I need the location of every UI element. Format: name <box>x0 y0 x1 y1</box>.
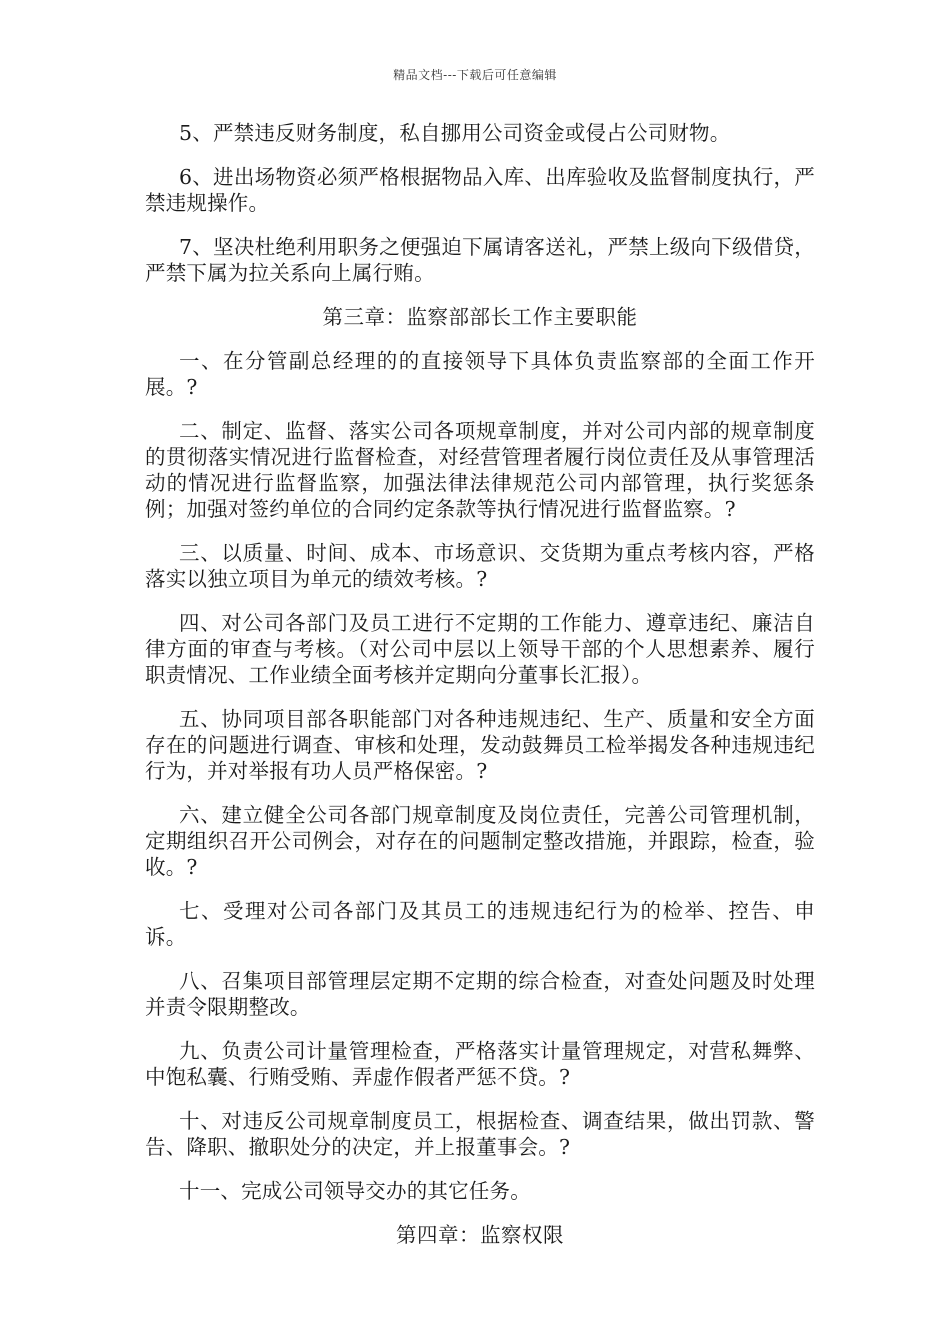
duty-item-3: 三、以质量、时间、成本、市场意识、交货期为重点考核内容，严格落实以独立项目为单元的绩效考核。? <box>145 541 815 591</box>
duty-item-11: 十一、完成公司领导交办的其它任务。 <box>179 1179 531 1203</box>
paragraph-rule-7: 7、坚决杜绝利用职务之便强迫下属请客送礼，严禁上级向下级借贷，严禁下属为拉关系向上属行贿。 <box>145 235 815 285</box>
duty-item-2: 二、制定、监督、落实公司各项规章制度，并对公司内部的规章制度的贯彻落实情况进行监督检查，对经营管理者履行岗位责任及从事管理活动的情况进行监督监察，加强法律法律规范公司内部管理，执行奖惩条例；加强对签约单位的合同约定条款等执行情况进行监督监察。? <box>145 419 815 521</box>
duty-item-1: 一、在分管副总经理的的直接领导下具体负责监察部的全面工作开展。? <box>145 349 815 399</box>
duty-item-6: 六、建立健全公司各部门规章制度及岗位责任，完善公司管理机制，定期组织召开公司例会，对存在的问题制定整改措施，并跟踪，检查，验收。? <box>145 803 815 879</box>
page-header: 精品文档---下载后可任意编辑 <box>393 68 557 82</box>
paragraph-rule-6: 6、进出场物资必须严格根据物品入库、出库验收及监督制度执行，严禁违规操作。 <box>145 165 815 215</box>
duty-item-4: 四、对公司各部门及员工进行不定期的工作能力、遵章违纪、廉洁自律方面的审查与考核。（对公司中层以上领导干部的个人思想素养、履行职责情况、工作业绩全面考核并定期向分董事长汇报）。 <box>145 611 815 687</box>
chapter-4-title: 第四章：监察权限 <box>396 1223 564 1247</box>
duty-item-10: 十、对违反公司规章制度员工，根据检查、调查结果，做出罚款、警告、降职、撤职处分的决定，并上报董事会。? <box>145 1109 815 1159</box>
duty-item-9: 九、负责公司计量管理检查，严格落实计量管理规定，对营私舞弊、中饱私囊、行贿受贿、弄虚作假者严惩不贷。? <box>145 1039 815 1089</box>
chapter-3-title: 第三章：监察部部长工作主要职能 <box>322 305 638 329</box>
duty-item-5: 五、协同项目部各职能部门对各种违规违纪、生产、质量和安全方面存在的问题进行调查、审核和处理，发动鼓舞员工检举揭发各种违规违纪行为，并对举报有功人员严格保密。? <box>145 707 815 783</box>
document-body <box>145 120 815 1266</box>
duty-item-7: 七、受理对公司各部门及其员工的违规违纪行为的检举、控告、申诉。 <box>145 899 815 949</box>
paragraph-rule-5: 5、严禁违反财务制度，私自挪用公司资金或侵占公司财物。 <box>179 121 731 145</box>
duty-item-8: 八、召集项目部管理层定期不定期的综合检查，对查处问题及时处理并责令限期整改。 <box>145 969 815 1019</box>
